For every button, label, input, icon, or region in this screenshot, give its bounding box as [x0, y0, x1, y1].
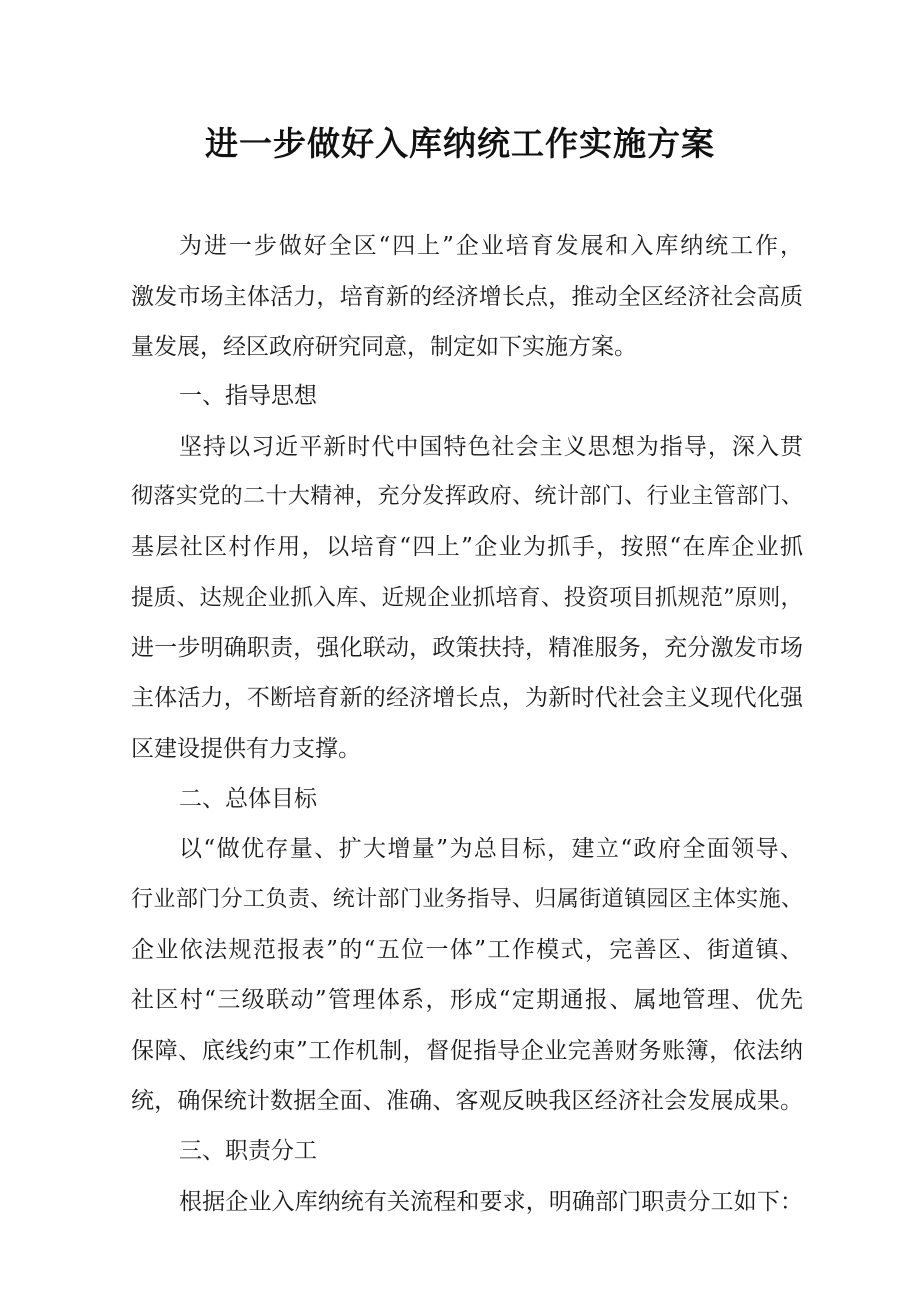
section2-line-1: 以“做优存量、扩大增量”为总目标，建立“政府全面领导、 — [179, 836, 803, 862]
section2-line-3: 企业依法规范报表”的“五位一体”工作模式，完善区、街道镇、 — [131, 937, 803, 963]
section2-line-5: 保障、底线约束”工作机制，督促指导企业完善财务账簿，依法纳 — [131, 1038, 803, 1064]
section1-line-7: 区建设提供有力支撑。 — [131, 736, 361, 762]
section2-line-4: 社区村“三级联动”管理体系，形成“定期通报、属地管理、优先 — [131, 987, 803, 1013]
document-title: 进一步做好入库纳统工作实施方案 — [205, 124, 715, 163]
section-heading-guiding-thought: 一、指导思想 — [179, 383, 317, 409]
intro-line-3: 量发展，经区政府研究同意，制定如下实施方案。 — [131, 334, 637, 360]
section1-line-4: 提质、达规企业抓入库、近规企业抓培育、投资项目抓规范”原则， — [131, 585, 803, 611]
section-heading-division-of-duties: 三、职责分工 — [179, 1138, 317, 1164]
section1-line-5: 进一步明确职责，强化联动，政策扶持，精准服务，充分激发市场 — [131, 635, 803, 661]
intro-line-1: 为进一步做好全区“四上”企业培育发展和入库纳统工作， — [179, 233, 803, 259]
section1-line-2: 彻落实党的二十大精神，充分发挥政府、统计部门、行业主管部门、 — [131, 484, 803, 509]
section1-line-3: 基层社区村作用，以培育“四上”企业为抓手，按照“在库企业抓 — [131, 534, 803, 560]
section-heading-overall-goals: 二、总体目标 — [179, 786, 317, 812]
section1-line-1: 坚持以习近平新时代中国特色社会主义思想为指导，深入贯 — [179, 434, 803, 460]
section1-line-6: 主体活力，不断培育新的经济增长点，为新时代社会主义现代化强 — [131, 685, 803, 711]
section3-line-1: 根据企业入库纳统有关流程和要求，明确部门职责分工如下： — [179, 1189, 803, 1215]
section2-line-6: 统，确保统计数据全面、准确、客观反映我区经济社会发展成果。 — [131, 1088, 803, 1114]
section2-line-2: 行业部门分工负责、统计部门业务指导、归属街道镇园区主体实施、 — [131, 887, 803, 912]
intro-line-2: 激发市场主体活力，培育新的经济增长点，推动全区经济社会高质 — [131, 284, 803, 310]
